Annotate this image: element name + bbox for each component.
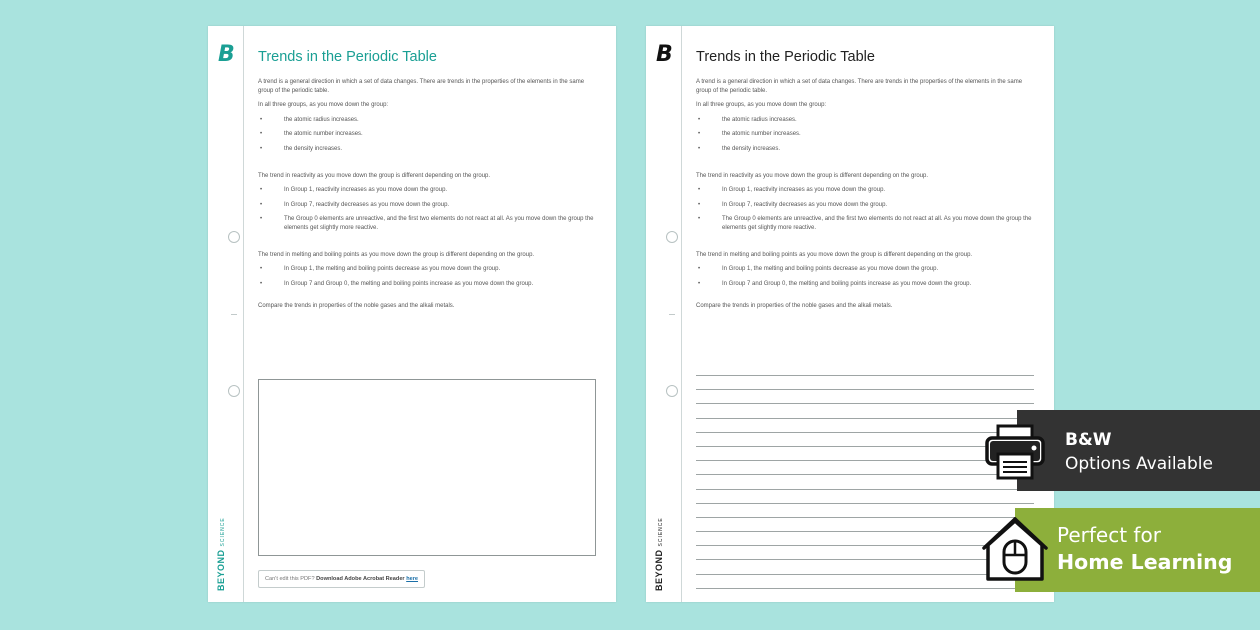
answer-box[interactable] <box>258 379 596 556</box>
section1-lead: In all three groups, as you move down the group: <box>258 102 389 109</box>
list-item: • In Group 1, reactivity increases as you move down the group. <box>258 186 596 195</box>
worksheet-color-preview <box>208 26 616 602</box>
worksheet-title: Trends in the Periodic Table <box>258 49 437 65</box>
beyond-logo: B <box>656 42 673 67</box>
list-item: • In Group 7 and Group 0, the melting and boiling points increase as you move down the group. <box>696 280 1034 289</box>
list-item: • the density increases. <box>258 145 596 154</box>
list-item: • In Group 1, reactivity increases as you move down the group. <box>696 186 1034 195</box>
fold-mark <box>669 314 675 315</box>
list-item: • the atomic number increases. <box>258 130 596 139</box>
home-learning-badge <box>1015 508 1260 592</box>
list-item: • In Group 1, the melting and boiling points decrease as you move down the group. <box>696 265 1034 274</box>
section1-lead: In all three groups, as you move down the group: <box>696 102 827 109</box>
punch-hole <box>228 385 240 397</box>
bw-badge-text <box>1065 428 1213 476</box>
intro-paragraph: A trend is a general direction in which a set of data changes. There are trends in the properties of the elements in the same group of the periodic table. <box>696 79 1023 94</box>
home-badge-line2: Home Learning <box>1057 550 1233 574</box>
worksheet-title: Trends in the Periodic Table <box>696 49 875 65</box>
section1-list <box>696 116 1034 154</box>
list-item: • In Group 7 and Group 0, the melting and boiling points increase as you move down the group. <box>258 280 596 289</box>
section2-list <box>258 186 596 232</box>
worksheet-content <box>696 48 1034 317</box>
brand-vertical-text <box>654 517 664 591</box>
section2-lead: The trend in reactivity as you move down the group is different depending on the group. <box>696 172 929 179</box>
list-item: • the atomic radius increases. <box>258 116 596 125</box>
section2-lead: The trend in reactivity as you move down the group is different depending on the group. <box>258 172 491 179</box>
list-item: • the atomic number increases. <box>696 130 1034 139</box>
section2-list <box>696 186 1034 232</box>
bw-badge-subtitle: Options Available <box>1065 454 1213 474</box>
adobe-reader-note <box>258 570 425 588</box>
brand-sub: SCIENCE <box>658 517 664 547</box>
adobe-note-prefix: Can't edit this PDF? <box>265 576 315 582</box>
task-prompt: Compare the trends in properties of the noble gases and the alkali metals. <box>258 303 455 310</box>
brand-name: BEYOND <box>654 549 664 591</box>
bw-badge-title: B&W <box>1065 430 1112 450</box>
list-item: • The Group 0 elements are unreactive, and the first two elements do not react at all. As you move down the group the elements get slightly more reactive. <box>258 215 596 232</box>
fold-mark <box>231 314 237 315</box>
task-prompt: Compare the trends in properties of the noble gases and the alkali metals. <box>696 303 893 310</box>
adobe-here-link[interactable]: here <box>406 576 419 582</box>
punch-margin <box>208 26 244 602</box>
list-item: • the density increases. <box>696 145 1034 154</box>
list-item: • In Group 1, the melting and boiling points decrease as you move down the group. <box>258 265 596 274</box>
list-item: • the atomic radius increases. <box>696 116 1034 125</box>
home-badge-text <box>1057 522 1232 576</box>
punch-margin <box>646 26 682 602</box>
brand-sub: SCIENCE <box>220 517 226 547</box>
section3-lead: The trend in melting and boiling points as you move down the group is different depending on the group. <box>696 251 973 258</box>
section3-list <box>696 265 1034 288</box>
home-badge-line1: Perfect for <box>1057 523 1161 547</box>
intro-paragraph: A trend is a general direction in which a set of data changes. There are trends in the properties of the elements in the same group of the periodic table. <box>258 79 585 94</box>
printer-icon <box>984 424 1054 480</box>
house-mouse-icon <box>982 515 1048 583</box>
punch-hole <box>228 231 240 243</box>
brand-vertical-text <box>216 517 226 591</box>
section3-list <box>258 265 596 288</box>
list-item: • In Group 7, reactivity decreases as you move down the group. <box>258 201 596 210</box>
list-item: • In Group 7, reactivity decreases as you move down the group. <box>696 201 1034 210</box>
section3-lead: The trend in melting and boiling points as you move down the group is different depending on the group. <box>258 251 535 258</box>
beyond-logo: B <box>218 42 235 67</box>
punch-hole <box>666 231 678 243</box>
section1-list <box>258 116 596 154</box>
list-item: • The Group 0 elements are unreactive, and the first two elements do not react at all. As you move down the group the elements get slightly more reactive. <box>696 215 1034 232</box>
brand-name: BEYOND <box>216 549 226 591</box>
adobe-download-text: Download Adobe Acrobat Reader <box>316 576 405 582</box>
punch-hole <box>666 385 678 397</box>
worksheet-content <box>258 48 596 317</box>
